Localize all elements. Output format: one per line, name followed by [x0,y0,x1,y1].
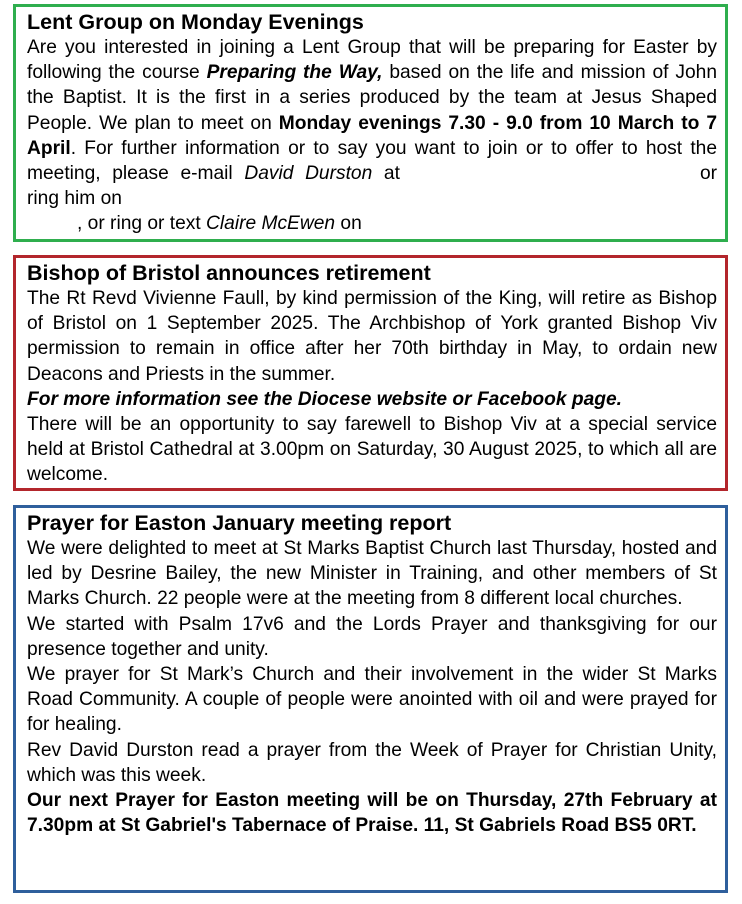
prayer-title: Prayer for Easton January meeting report [27,511,452,535]
bishop-title: Bishop of Bristol announces retirement [27,261,431,285]
lent-body-end: , or ring or text Claire McEwen on [77,213,362,235]
prayer-para-4: Rev David Durston read a prayer from the Week of Prayer for Christian Unity, which was this week. [27,739,717,786]
bishop-more-info: For more information see the Diocese website or Facebook page. [27,388,622,410]
prayer-meeting-report [13,505,728,893]
prayer-para-3: We prayer for St Mark’s Church and their involvement in the wider St Marks Road Community. A couple of people were anointed with oil and were prayed for for healing. [27,664,717,736]
lent-body: Are you interested in joining a Lent Group that will be preparing for Easter by following the course Preparing the Way, based on the life and mission of John the Baptist. It is the first in a series produced by the team at Jesus Shaped People. We plan to meet on Monday evenings 7.30 - 9.0 from 10 March to 7 April. For further information or to say you want to join or to offer to host the meeting, please e-mail David Durston at or ring him on [27,37,718,210]
contact-name-claire: Claire McEwen [206,213,336,235]
bishop-para-3: There will be an opportunity to say farewell to Bishop Viv at a special service held at Bristol Cathedral at 3.00pm on Saturday, 30 August 2025, to which all are welcome. [27,414,717,486]
prayer-para-1: We were delighted to meet at St Marks Baptist Church last Thursday, hosted and led by Desrine Bailey, the new Minister in Training, and other members of St Marks Church. 22 people were at the meeting from 8 different local churches. [27,538,717,610]
bishop-para-1: The Rt Revd Vivienne Faull, by kind permission of the King, will retire as Bishop of Bristol on 1 September 2025. The Archbishop of York granted Bishop Viv permission to remain in office after her 70th birthday in May, to ordain new Deacons and Priests in the summer. [27,288,717,385]
prayer-para-2: We started with Psalm 17v6 and the Lords Prayer and thanksgiving for our presence together and unity. [27,613,717,660]
meeting-times: Monday evenings 7.30 - 9.0 from 10 March to 7 April [27,112,717,159]
lent-title: Lent Group on Monday Evenings [27,10,364,34]
course-name: Preparing the Way, [206,62,383,84]
lent-group-notice [13,4,728,242]
next-meeting: Our next Prayer for Easton meeting will be on Thursday, 27th February at 7.30pm at St Gabriel's Tabernace of Praise. 11, St Gabriels Road BS5 0RT. [27,790,717,837]
bishop-retirement-notice [13,255,728,491]
contact-name-david: David Durston [244,163,373,185]
